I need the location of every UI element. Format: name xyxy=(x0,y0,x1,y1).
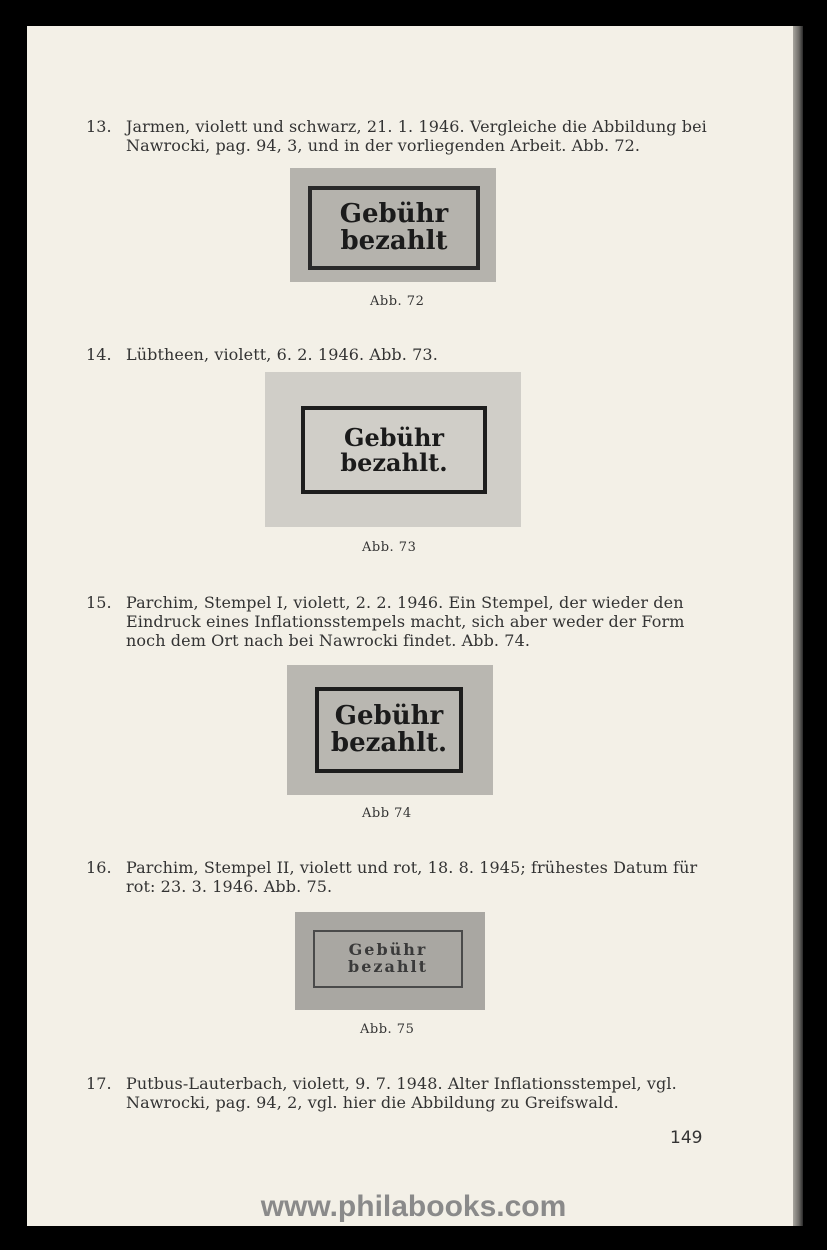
stamp-figure-73 xyxy=(265,372,521,527)
stamp-line-1: Gebühr xyxy=(334,700,444,731)
entry-text: Putbus-Lauterbach, violett, 9. 7. 1948. Alter Inflationsstempel, vgl. Nawrocki, pag. 94, 2, vgl. hier die Abbildung zu Greifswald. xyxy=(126,1074,677,1112)
figure-caption: Abb. 72 xyxy=(370,294,425,309)
entry-13 xyxy=(86,117,716,155)
stamp-line-1: Gebühr xyxy=(339,198,449,229)
stamp-line-2: bezahlt xyxy=(348,957,428,976)
entry-text: Jarmen, violett und schwarz, 21. 1. 1946. Vergleiche die Abbildung bei Nawrocki, pag. 94, 3, und in der vorliegenden Arbeit. Abb. 72. xyxy=(126,117,707,155)
stamp-impression xyxy=(301,406,487,494)
entry-text: Parchim, Stempel I, violett, 2. 2. 1946. Ein Stempel, der wieder den Eindruck eines Inflationsstempels macht, sich aber weder der Form noch dem Ort nach bei Nawrocki findet. Abb. 74. xyxy=(126,593,685,650)
entry-number: 15. xyxy=(86,593,112,612)
stamp-line-2: bezahlt. xyxy=(340,448,448,477)
figure-caption: Abb. 73 xyxy=(362,540,417,555)
figure-caption: Abb 74 xyxy=(362,806,412,821)
entry-text: Parchim, Stempel II, violett und rot, 18. 8. 1945; frühestes Datum für rot: 23. 3. 1946. Abb. 75. xyxy=(126,858,698,896)
entry-number: 13. xyxy=(86,117,112,136)
stamp-line-1: Gebühr xyxy=(348,940,428,960)
entry-text: Lübtheen, violett, 6. 2. 1946. Abb. 73. xyxy=(126,345,438,364)
entry-number: 17. xyxy=(86,1074,112,1093)
entry-number: 14. xyxy=(86,345,112,364)
stamp-impression xyxy=(313,930,463,988)
stamp-impression xyxy=(315,687,463,773)
stamp-impression xyxy=(308,186,480,270)
page-number: 149 xyxy=(670,1128,703,1148)
entry-16 xyxy=(86,858,716,896)
entry-17 xyxy=(86,1074,716,1112)
stamp-figure-72 xyxy=(290,168,496,282)
entry-14 xyxy=(86,345,716,364)
stamp-figure-75 xyxy=(295,912,485,1010)
figure-caption: Abb. 75 xyxy=(360,1022,415,1037)
stamp-line-2: bezahlt xyxy=(340,226,448,256)
entry-15 xyxy=(86,593,716,650)
stamp-line-1: Gebühr xyxy=(343,422,445,452)
stamp-figure-74 xyxy=(287,665,493,795)
page-edge xyxy=(793,26,803,1226)
stamp-line-2: bezahlt. xyxy=(330,728,448,758)
footer-url: www.philabooks.com xyxy=(260,1190,567,1223)
entry-number: 16. xyxy=(86,858,112,877)
